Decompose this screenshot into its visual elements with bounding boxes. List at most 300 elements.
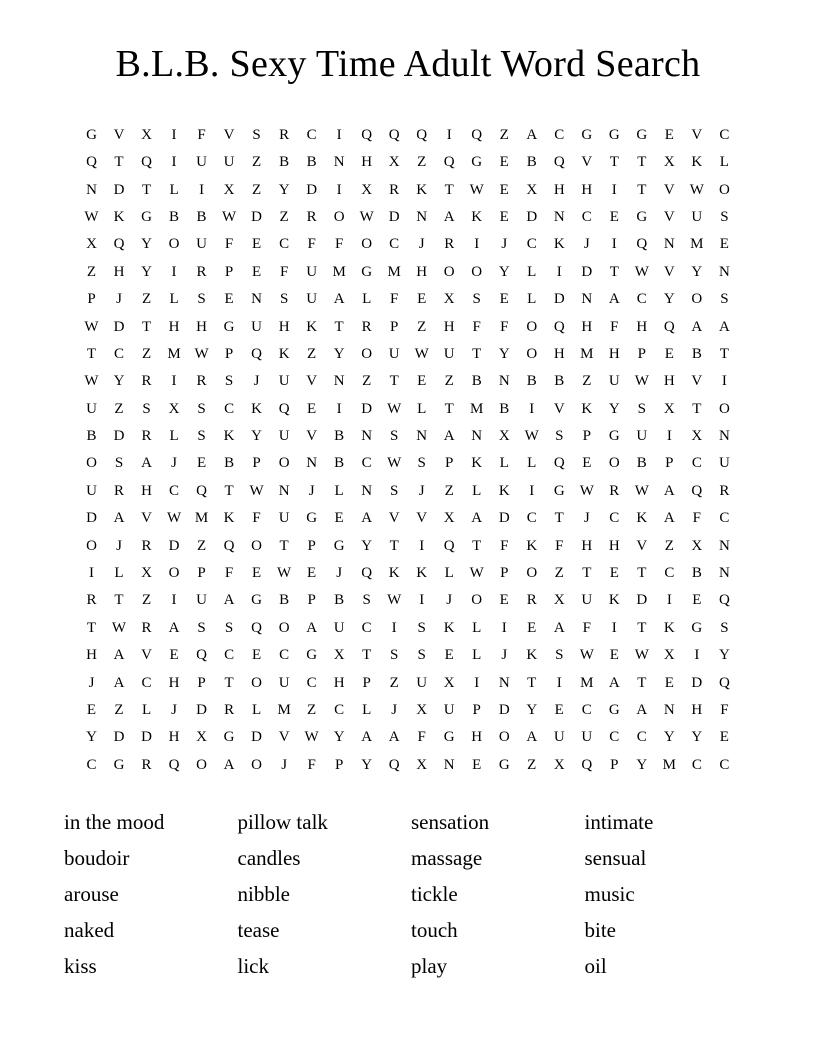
grid-cell[interactable]: W (579, 482, 594, 499)
word-list-item[interactable]: massage (411, 846, 483, 871)
grid-cell[interactable]: W (579, 647, 594, 664)
grid-cell[interactable]: G (141, 208, 152, 225)
grid-cell[interactable]: H (691, 701, 703, 718)
grid-cell[interactable]: H (443, 318, 455, 335)
grid-cell[interactable]: K (471, 455, 483, 472)
grid-cell[interactable]: W (166, 510, 182, 527)
grid-cell[interactable]: T (362, 647, 372, 664)
grid-cell[interactable]: W (84, 208, 99, 225)
grid-cell[interactable]: Y (498, 345, 510, 362)
grid-cell[interactable]: B (691, 565, 702, 582)
grid-cell[interactable]: Z (664, 537, 674, 554)
grid-cell[interactable]: A (608, 291, 620, 308)
grid-cell[interactable]: U (691, 208, 703, 225)
grid-cell[interactable]: Z (362, 373, 372, 390)
grid-cell[interactable]: Z (417, 318, 427, 335)
grid-cell[interactable]: P (334, 756, 344, 773)
grid-cell[interactable]: M (470, 400, 484, 417)
grid-cell[interactable]: N (553, 208, 565, 225)
grid-cell[interactable]: G (608, 701, 620, 718)
grid-cell[interactable]: W (359, 208, 374, 225)
grid-cell[interactable]: O (86, 537, 97, 554)
grid-cell[interactable]: A (361, 510, 373, 527)
grid-cell[interactable]: V (278, 729, 290, 746)
grid-cell[interactable]: Y (498, 263, 510, 280)
grid-cell[interactable]: P (445, 455, 454, 472)
grid-cell[interactable]: I (611, 181, 617, 198)
grid-cell[interactable]: K (443, 619, 455, 636)
grid-cell[interactable]: C (169, 482, 180, 499)
grid-cell[interactable]: X (361, 181, 373, 198)
grid-cell[interactable]: B (526, 373, 537, 390)
grid-cell[interactable]: M (580, 345, 594, 362)
grid-cell[interactable]: U (553, 729, 565, 746)
grid-cell[interactable]: P (637, 345, 646, 362)
grid-cell[interactable]: U (416, 674, 428, 691)
grid-cell[interactable]: R (141, 373, 152, 390)
grid-cell[interactable]: T (637, 181, 647, 198)
grid-cell[interactable]: G (113, 756, 125, 773)
grid-cell[interactable]: A (306, 619, 318, 636)
grid-cell[interactable]: Z (141, 291, 152, 308)
grid-cell[interactable]: I (199, 181, 205, 198)
grid-cell[interactable]: U (251, 318, 263, 335)
grid-cell[interactable]: U (278, 428, 290, 445)
grid-cell[interactable]: C (609, 729, 620, 746)
grid-cell[interactable]: F (279, 263, 289, 280)
grid-cell[interactable]: V (691, 373, 703, 390)
grid-cell[interactable]: P (582, 428, 591, 445)
grid-cell[interactable]: A (608, 674, 620, 691)
grid-cell[interactable]: T (582, 565, 592, 582)
grid-cell[interactable]: N (663, 236, 675, 253)
grid-cell[interactable]: F (692, 510, 702, 527)
grid-cell[interactable]: T (637, 565, 647, 582)
grid-cell[interactable]: L (362, 291, 372, 308)
grid-cell[interactable]: M (194, 510, 209, 527)
grid-cell[interactable]: O (718, 181, 730, 198)
grid-cell[interactable]: T (554, 510, 564, 527)
grid-cell[interactable]: U (196, 236, 207, 253)
grid-cell[interactable]: Q (361, 565, 373, 582)
grid-cell[interactable]: T (389, 537, 399, 554)
grid-cell[interactable]: D (581, 263, 593, 280)
grid-cell[interactable]: Y (278, 181, 290, 198)
grid-cell[interactable]: L (141, 701, 152, 718)
grid-cell[interactable]: G (553, 482, 565, 499)
grid-cell[interactable]: Z (86, 263, 97, 280)
grid-cell[interactable]: U (333, 619, 345, 636)
grid-cell[interactable]: F (472, 318, 481, 335)
grid-cell[interactable]: T (141, 181, 152, 198)
grid-cell[interactable]: J (171, 455, 177, 472)
grid-cell[interactable]: E (472, 756, 482, 773)
grid-cell[interactable]: K (691, 154, 703, 171)
grid-cell[interactable]: W (634, 482, 649, 499)
grid-cell[interactable]: H (416, 263, 428, 280)
grid-cell[interactable]: T (637, 619, 647, 636)
grid-cell[interactable]: D (306, 181, 318, 198)
grid-cell[interactable]: C (719, 756, 730, 773)
grid-cell[interactable]: H (333, 674, 345, 691)
grid-cell[interactable]: K (416, 181, 428, 198)
grid-cell[interactable]: E (169, 647, 179, 664)
grid-cell[interactable]: Q (361, 126, 373, 143)
grid-cell[interactable]: L (472, 619, 482, 636)
grid-cell[interactable]: Z (554, 565, 564, 582)
grid-cell[interactable]: B (554, 373, 565, 390)
grid-cell[interactable]: C (719, 126, 730, 143)
grid-cell[interactable]: E (417, 373, 427, 390)
grid-cell[interactable]: E (499, 208, 509, 225)
grid-cell[interactable]: Y (141, 263, 152, 280)
grid-cell[interactable]: E (527, 619, 537, 636)
grid-cell[interactable]: J (116, 537, 122, 554)
word-list-item[interactable]: tease (237, 918, 280, 943)
grid-cell[interactable]: H (278, 318, 290, 335)
grid-cell[interactable]: Y (691, 729, 703, 746)
grid-cell[interactable]: L (719, 154, 729, 171)
grid-cell[interactable]: W (387, 455, 402, 472)
grid-cell[interactable]: Z (114, 701, 124, 718)
grid-cell[interactable]: E (307, 400, 317, 417)
grid-cell[interactable]: R (86, 592, 97, 609)
grid-cell[interactable]: T (719, 345, 729, 362)
grid-cell[interactable]: C (691, 455, 702, 472)
grid-cell[interactable]: W (387, 592, 402, 609)
grid-cell[interactable]: J (116, 291, 122, 308)
grid-cell[interactable]: Q (581, 756, 593, 773)
grid-cell[interactable]: G (691, 619, 703, 636)
grid-cell[interactable]: A (691, 318, 703, 335)
grid-cell[interactable]: N (306, 455, 318, 472)
grid-cell[interactable]: H (608, 537, 620, 554)
grid-cell[interactable]: B (334, 455, 345, 472)
grid-cell[interactable]: R (224, 701, 235, 718)
grid-cell[interactable]: Q (278, 400, 290, 417)
grid-cell[interactable]: U (196, 154, 207, 171)
grid-cell[interactable]: T (472, 537, 482, 554)
grid-cell[interactable]: V (663, 181, 675, 198)
grid-cell[interactable]: H (581, 181, 593, 198)
grid-cell[interactable]: Z (307, 701, 317, 718)
grid-cell[interactable]: T (527, 674, 537, 691)
grid-cell[interactable]: E (719, 236, 729, 253)
grid-cell[interactable]: E (664, 345, 674, 362)
grid-cell[interactable]: Z (389, 674, 399, 691)
grid-cell[interactable]: J (253, 373, 260, 390)
grid-cell[interactable]: T (224, 482, 234, 499)
grid-cell[interactable]: B (471, 373, 482, 390)
grid-cell[interactable]: G (223, 318, 235, 335)
grid-cell[interactable]: Z (196, 537, 207, 554)
grid-cell[interactable]: P (610, 756, 619, 773)
grid-cell[interactable]: Y (361, 756, 373, 773)
grid-cell[interactable]: K (306, 318, 318, 335)
grid-cell[interactable]: M (387, 263, 401, 280)
grid-cell[interactable]: L (169, 428, 179, 445)
grid-cell[interactable]: W (469, 181, 484, 198)
grid-cell[interactable]: J (583, 510, 590, 527)
grid-cell[interactable]: T (472, 345, 482, 362)
grid-cell[interactable]: S (279, 291, 289, 308)
grid-cell[interactable]: W (469, 565, 484, 582)
grid-cell[interactable]: W (634, 647, 649, 664)
word-list-item[interactable]: arouse (64, 882, 119, 907)
grid-cell[interactable]: Y (718, 647, 730, 664)
grid-cell[interactable]: V (306, 428, 318, 445)
grid-cell[interactable]: R (141, 428, 152, 445)
grid-cell[interactable]: N (498, 674, 510, 691)
grid-cell[interactable]: O (278, 455, 290, 472)
grid-cell[interactable]: J (391, 701, 398, 718)
grid-cell[interactable]: U (608, 373, 620, 390)
grid-cell[interactable]: Q (443, 154, 455, 171)
grid-cell[interactable]: G (498, 756, 510, 773)
grid-cell[interactable]: G (223, 729, 235, 746)
grid-cell[interactable]: U (278, 674, 290, 691)
grid-cell[interactable]: N (333, 373, 345, 390)
grid-cell[interactable]: K (471, 208, 483, 225)
grid-cell[interactable]: E (334, 510, 344, 527)
grid-cell[interactable]: C (581, 208, 592, 225)
grid-cell[interactable]: Z (307, 345, 317, 362)
grid-cell[interactable]: X (553, 592, 565, 609)
grid-cell[interactable]: W (277, 565, 292, 582)
grid-cell[interactable]: E (444, 647, 454, 664)
grid-cell[interactable]: C (306, 126, 317, 143)
grid-cell[interactable]: L (169, 291, 179, 308)
grid-cell[interactable]: I (336, 126, 342, 143)
grid-cell[interactable]: F (307, 236, 316, 253)
grid-cell[interactable]: Z (444, 373, 454, 390)
grid-cell[interactable]: I (474, 236, 480, 253)
grid-cell[interactable]: S (197, 400, 206, 417)
grid-cell[interactable]: E (252, 565, 262, 582)
grid-cell[interactable]: F (307, 756, 316, 773)
grid-cell[interactable]: C (636, 291, 647, 308)
grid-cell[interactable]: P (665, 455, 674, 472)
grid-cell[interactable]: I (666, 592, 672, 609)
grid-cell[interactable]: V (141, 510, 152, 527)
grid-cell[interactable]: H (168, 318, 180, 335)
grid-cell[interactable]: M (662, 756, 676, 773)
grid-cell[interactable]: T (279, 537, 289, 554)
grid-cell[interactable]: O (361, 236, 373, 253)
grid-cell[interactable]: T (444, 181, 454, 198)
grid-cell[interactable]: C (306, 674, 317, 691)
grid-cell[interactable]: X (141, 126, 152, 143)
grid-cell[interactable]: H (553, 345, 565, 362)
grid-cell[interactable]: X (416, 701, 428, 718)
grid-cell[interactable]: E (499, 181, 509, 198)
grid-cell[interactable]: G (443, 729, 455, 746)
grid-cell[interactable]: Z (279, 208, 289, 225)
grid-cell[interactable]: S (555, 647, 564, 664)
grid-cell[interactable]: T (609, 263, 619, 280)
grid-cell[interactable]: F (334, 236, 344, 253)
grid-cell[interactable]: R (609, 482, 620, 499)
grid-cell[interactable]: X (196, 729, 207, 746)
grid-cell[interactable]: P (307, 592, 316, 609)
grid-cell[interactable]: N (718, 428, 730, 445)
grid-cell[interactable]: Z (252, 181, 262, 198)
grid-cell[interactable]: F (500, 537, 509, 554)
grid-cell[interactable]: W (249, 482, 264, 499)
grid-cell[interactable]: X (443, 674, 455, 691)
grid-cell[interactable]: E (719, 729, 729, 746)
word-list-item[interactable]: naked (64, 918, 115, 943)
grid-cell[interactable]: G (636, 126, 648, 143)
word-list-item[interactable]: oil (584, 954, 607, 979)
grid-cell[interactable]: E (554, 701, 564, 718)
grid-cell[interactable]: H (471, 729, 483, 746)
grid-cell[interactable]: A (113, 674, 125, 691)
grid-cell[interactable]: E (252, 263, 262, 280)
grid-cell[interactable]: Q (663, 318, 675, 335)
grid-cell[interactable]: P (197, 565, 206, 582)
grid-cell[interactable]: S (224, 619, 234, 636)
grid-cell[interactable]: J (501, 236, 508, 253)
grid-cell[interactable]: A (113, 647, 125, 664)
grid-cell[interactable]: U (581, 729, 593, 746)
grid-cell[interactable]: O (691, 291, 703, 308)
grid-cell[interactable]: A (168, 619, 180, 636)
grid-cell[interactable]: Q (636, 236, 648, 253)
grid-cell[interactable]: E (692, 592, 702, 609)
grid-cell[interactable]: N (663, 701, 675, 718)
grid-cell[interactable]: W (84, 373, 99, 390)
grid-cell[interactable]: H (608, 345, 620, 362)
grid-cell[interactable]: R (114, 482, 125, 499)
grid-cell[interactable]: D (113, 318, 125, 335)
grid-cell[interactable]: F (197, 126, 206, 143)
grid-cell[interactable]: D (498, 701, 510, 718)
grid-cell[interactable]: O (251, 674, 263, 691)
grid-cell[interactable]: H (113, 263, 125, 280)
grid-cell[interactable]: J (583, 236, 590, 253)
grid-cell[interactable]: R (306, 208, 317, 225)
grid-cell[interactable]: B (636, 455, 647, 472)
grid-cell[interactable]: Z (141, 592, 152, 609)
grid-cell[interactable]: F (252, 510, 261, 527)
grid-cell[interactable]: Y (141, 236, 152, 253)
grid-cell[interactable]: B (224, 455, 235, 472)
grid-cell[interactable]: B (499, 400, 510, 417)
grid-cell[interactable]: I (89, 565, 94, 582)
grid-cell[interactable]: I (666, 428, 672, 445)
grid-cell[interactable]: R (141, 537, 152, 554)
grid-cell[interactable]: I (556, 263, 562, 280)
grid-cell[interactable]: S (390, 482, 399, 499)
grid-cell[interactable]: R (196, 263, 207, 280)
grid-cell[interactable]: C (691, 756, 702, 773)
grid-cell[interactable]: P (472, 701, 481, 718)
grid-cell[interactable]: X (553, 756, 565, 773)
grid-cell[interactable]: A (636, 701, 648, 718)
grid-cell[interactable]: Q (443, 537, 455, 554)
grid-cell[interactable]: X (663, 154, 675, 171)
grid-cell[interactable]: B (279, 592, 290, 609)
grid-cell[interactable]: R (196, 373, 207, 390)
grid-cell[interactable]: N (718, 537, 730, 554)
grid-cell[interactable]: E (252, 236, 262, 253)
grid-cell[interactable]: T (609, 154, 619, 171)
grid-cell[interactable]: X (498, 428, 510, 445)
grid-cell[interactable]: U (196, 592, 207, 609)
grid-cell[interactable]: U (718, 455, 730, 472)
grid-cell[interactable]: E (499, 291, 509, 308)
grid-cell[interactable]: F (224, 565, 234, 582)
grid-cell[interactable]: D (388, 208, 400, 225)
grid-cell[interactable]: X (691, 428, 703, 445)
grid-cell[interactable]: Y (333, 729, 345, 746)
grid-cell[interactable]: G (306, 647, 318, 664)
grid-cell[interactable]: K (113, 208, 125, 225)
grid-cell[interactable]: H (86, 647, 97, 664)
grid-cell[interactable]: C (224, 400, 235, 417)
grid-cell[interactable]: D (361, 400, 373, 417)
grid-cell[interactable]: F (390, 291, 399, 308)
grid-cell[interactable]: L (169, 181, 179, 198)
grid-cell[interactable]: H (663, 373, 675, 390)
grid-cell[interactable]: B (306, 154, 317, 171)
grid-cell[interactable]: O (443, 263, 455, 280)
word-list-item[interactable]: pillow talk (237, 810, 328, 835)
grid-cell[interactable]: W (111, 619, 127, 636)
grid-cell[interactable]: X (168, 400, 180, 417)
grid-cell[interactable]: K (388, 565, 400, 582)
grid-cell[interactable]: H (168, 674, 180, 691)
grid-cell[interactable]: Y (86, 729, 97, 746)
grid-cell[interactable]: O (196, 756, 207, 773)
grid-cell[interactable]: I (556, 674, 562, 691)
grid-cell[interactable]: F (582, 619, 591, 636)
grid-cell[interactable]: Q (86, 154, 97, 171)
grid-cell[interactable]: Y (526, 701, 538, 718)
grid-cell[interactable]: Q (196, 647, 207, 664)
grid-cell[interactable]: L (252, 701, 262, 718)
grid-cell[interactable]: N (278, 482, 290, 499)
grid-cell[interactable]: J (501, 647, 508, 664)
grid-cell[interactable]: N (498, 373, 510, 390)
grid-cell[interactable]: J (336, 565, 343, 582)
grid-cell[interactable]: S (720, 619, 729, 636)
grid-cell[interactable]: M (690, 236, 704, 253)
grid-cell[interactable]: A (526, 126, 538, 143)
grid-cell[interactable]: L (527, 263, 537, 280)
grid-cell[interactable]: O (718, 400, 730, 417)
grid-cell[interactable]: U (86, 400, 97, 417)
grid-cell[interactable]: Q (251, 619, 263, 636)
grid-cell[interactable]: N (581, 291, 593, 308)
grid-cell[interactable]: C (609, 510, 620, 527)
grid-cell[interactable]: E (86, 701, 97, 718)
grid-cell[interactable]: O (333, 208, 345, 225)
grid-cell[interactable]: G (251, 592, 263, 609)
grid-cell[interactable]: E (307, 565, 317, 582)
grid-cell[interactable]: W (634, 263, 649, 280)
grid-cell[interactable]: W (194, 345, 209, 362)
grid-cell[interactable]: V (691, 126, 703, 143)
grid-cell[interactable]: L (444, 565, 454, 582)
grid-cell[interactable]: A (443, 208, 455, 225)
grid-cell[interactable]: Z (582, 373, 592, 390)
grid-cell[interactable]: S (472, 291, 481, 308)
grid-cell[interactable]: Z (527, 756, 537, 773)
grid-cell[interactable]: M (580, 674, 594, 691)
grid-cell[interactable]: P (307, 537, 316, 554)
